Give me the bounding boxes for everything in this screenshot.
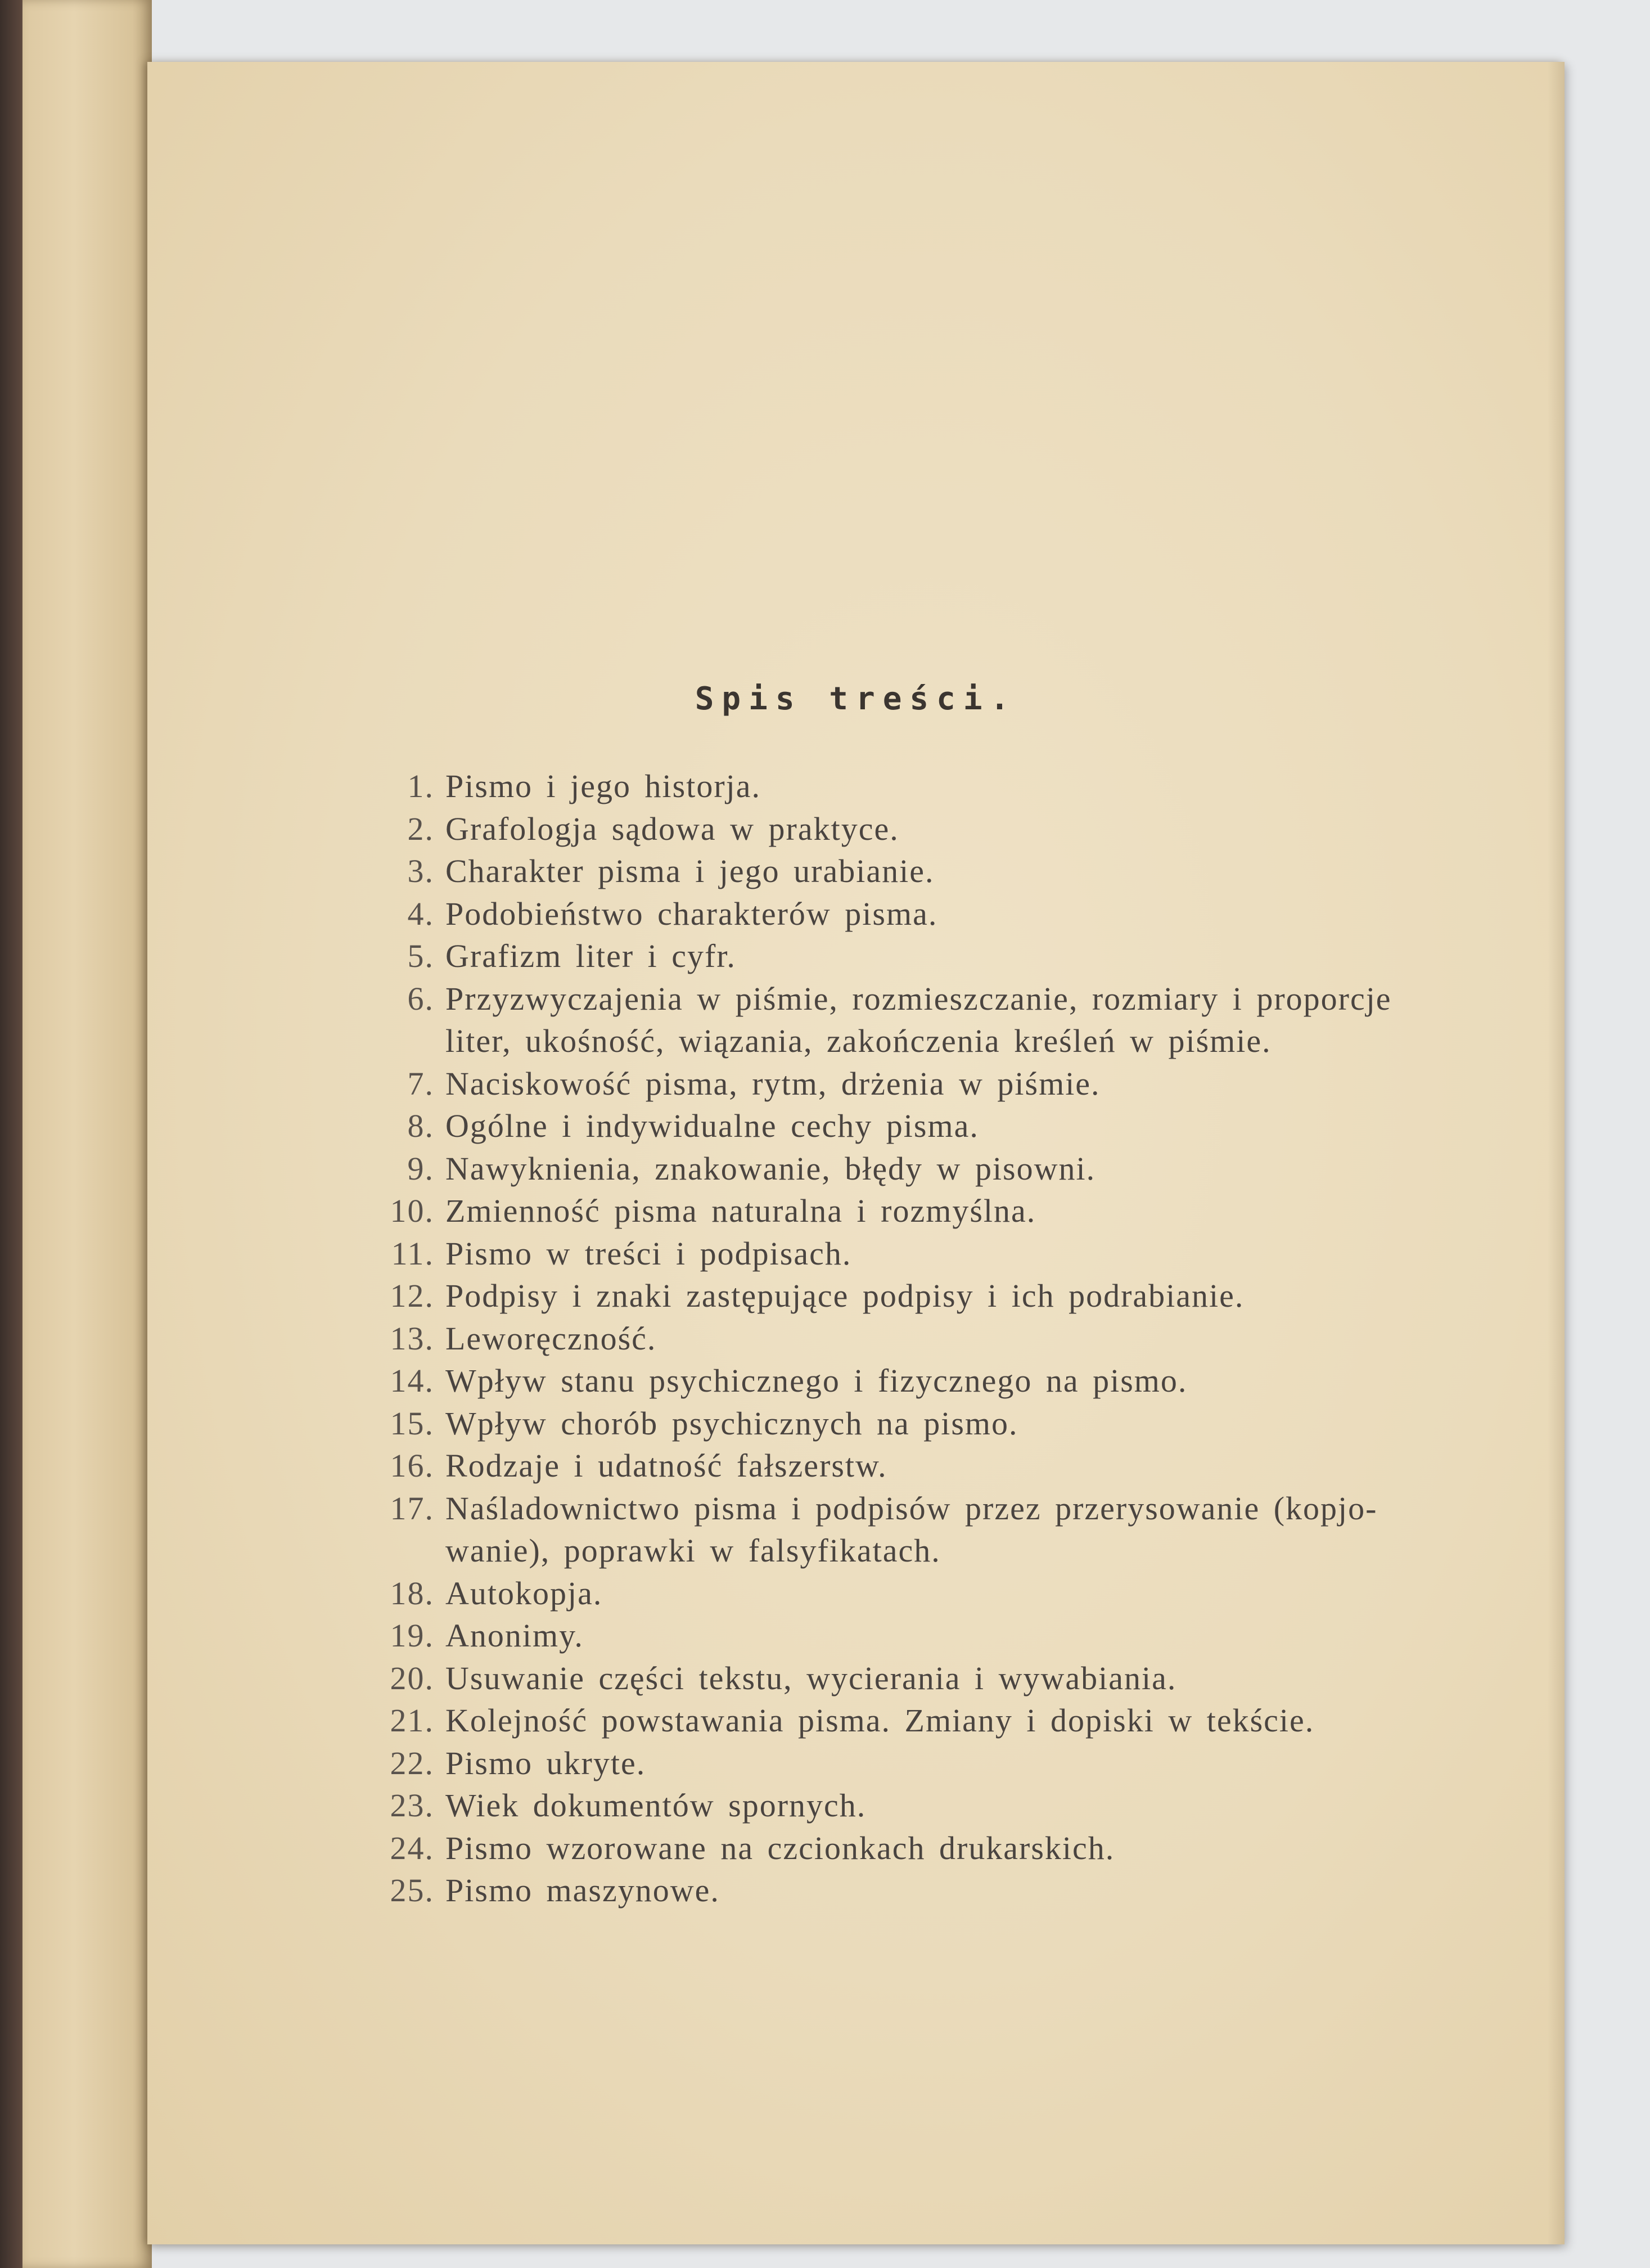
toc-entry-number: 9. bbox=[407, 1150, 434, 1187]
toc-entry bbox=[288, 1317, 1581, 1360]
toc-entry bbox=[288, 1360, 1581, 1402]
toc-entry bbox=[288, 1699, 1581, 1742]
toc-entry bbox=[288, 1232, 1581, 1275]
toc-entry-number: 13. bbox=[390, 1320, 434, 1357]
toc-entry-number: 11. bbox=[391, 1235, 434, 1272]
toc-entry bbox=[288, 1148, 1581, 1190]
toc-entry-title: Podobieństwo charakterów pisma. bbox=[445, 895, 938, 932]
toc-entry-number: 10. bbox=[390, 1192, 434, 1229]
toc-entry-number: 4. bbox=[407, 895, 434, 932]
toc-entry-number: 19. bbox=[390, 1617, 434, 1654]
toc-entry-title: Grafologja sądowa w praktyce. bbox=[445, 810, 899, 847]
toc-entry-title: Wpływ chorób psychicznych na pismo. bbox=[445, 1405, 1018, 1442]
page-title: Spis treści. bbox=[695, 681, 1017, 717]
toc-entry-number: 20. bbox=[390, 1659, 434, 1696]
toc-entry bbox=[288, 1784, 1581, 1827]
toc-entry bbox=[288, 765, 1581, 808]
toc-entry bbox=[288, 1572, 1581, 1615]
toc-entry-title: Pismo wzorowane na czcionkach drukarskich. bbox=[445, 1829, 1115, 1866]
toc-entry bbox=[288, 1827, 1581, 1870]
toc-entry-number: 21. bbox=[390, 1702, 434, 1739]
toc-entry-title: Grafizm liter i cyfr. bbox=[445, 938, 736, 974]
toc-entry bbox=[288, 893, 1581, 935]
toc-entry bbox=[288, 808, 1581, 850]
toc-entry-number: 22. bbox=[390, 1744, 434, 1781]
toc-entry-title: Usuwanie części tekstu, wycierania i wywabiania. bbox=[445, 1659, 1177, 1696]
toc-entry-title: Autokopja. bbox=[445, 1574, 603, 1612]
toc-entry-title: Pismo w treści i podpisach. bbox=[445, 1235, 852, 1272]
toc-entry-number: 18. bbox=[390, 1574, 434, 1612]
toc-entry bbox=[288, 1402, 1581, 1445]
toc-entry-title: Anonimy. bbox=[445, 1617, 584, 1654]
toc-entry-title: Leworęczność. bbox=[445, 1320, 657, 1357]
toc-entry-number: 16. bbox=[390, 1447, 434, 1484]
toc-entry-title: Przyzwyczajenia w piśmie, rozmieszczanie, rozmiary i proporcje bbox=[445, 980, 1392, 1017]
left-page-edge bbox=[22, 0, 152, 2268]
toc-entry-number: 12. bbox=[390, 1277, 434, 1314]
toc-entry-number: 23. bbox=[390, 1787, 434, 1824]
toc-entry bbox=[288, 1614, 1581, 1657]
toc-entry bbox=[288, 1869, 1581, 1912]
toc-entry-number: 7. bbox=[407, 1065, 434, 1102]
toc-entry-title: Wiek dokumentów spornych. bbox=[445, 1787, 867, 1824]
table-of-contents bbox=[288, 765, 1581, 1912]
toc-entry-title: Pismo ukryte. bbox=[445, 1744, 646, 1781]
toc-entry-title: Rodzaje i udatność fałszerstw. bbox=[445, 1447, 887, 1484]
toc-entry-title: Pismo maszynowe. bbox=[445, 1872, 720, 1909]
toc-entry-number: 2. bbox=[407, 810, 434, 847]
toc-entry-title: Wpływ stanu psychicznego i fizycznego na pismo. bbox=[445, 1362, 1188, 1399]
toc-entry-title: Pismo i jego historja. bbox=[445, 768, 761, 804]
toc-entry-number: 8. bbox=[407, 1108, 434, 1144]
toc-entry-title: Charakter pisma i jego urabianie. bbox=[445, 853, 935, 889]
toc-entry-title: Zmienność pisma naturalna i rozmyślna. bbox=[445, 1192, 1036, 1229]
toc-entry-title: Kolejność powstawania pisma. Zmiany i dopiski w tekście. bbox=[445, 1702, 1315, 1739]
toc-entry bbox=[288, 1190, 1581, 1232]
toc-entry-number: 14. bbox=[390, 1362, 434, 1399]
toc-entry-number: 24. bbox=[390, 1829, 434, 1866]
toc-entry-number: 6. bbox=[407, 980, 434, 1017]
toc-entry bbox=[288, 935, 1581, 978]
toc-entry-continuation: liter, ukośność, wiązania, zakończenia kreśleń w piśmie. bbox=[445, 1023, 1272, 1059]
toc-entry-number: 5. bbox=[407, 938, 434, 974]
toc-entry-title: Naciskowość pisma, rytm, drżenia w piśmie. bbox=[445, 1065, 1101, 1102]
toc-entry-number: 15. bbox=[390, 1405, 434, 1442]
toc-entry bbox=[288, 1063, 1581, 1105]
toc-entry bbox=[288, 1275, 1581, 1317]
toc-entry bbox=[288, 978, 1581, 1063]
toc-entry-title: Naśladownictwo pisma i podpisów przez przerysowanie (kopjo- bbox=[445, 1490, 1378, 1527]
toc-entry-title: Podpisy i znaki zastępujące podpisy i ich podrabianie. bbox=[445, 1277, 1245, 1314]
toc-entry bbox=[288, 1657, 1581, 1700]
toc-entry bbox=[288, 1742, 1581, 1785]
toc-entry-title: Nawyknienia, znakowanie, błędy w pisowni. bbox=[445, 1150, 1096, 1187]
toc-entry-continuation: wanie), poprawki w falsyfikatach. bbox=[445, 1532, 941, 1569]
toc-entry-number: 3. bbox=[407, 853, 434, 889]
toc-entry-number: 1. bbox=[407, 768, 434, 804]
toc-entry-number: 25. bbox=[390, 1872, 434, 1909]
toc-entry bbox=[288, 850, 1581, 893]
toc-entry bbox=[288, 1444, 1581, 1487]
toc-entry-title: Ogólne i indywidualne cechy pisma. bbox=[445, 1108, 979, 1144]
toc-entry bbox=[288, 1105, 1581, 1148]
toc-entry bbox=[288, 1487, 1581, 1572]
toc-entry-number: 17. bbox=[390, 1490, 434, 1527]
book-page bbox=[147, 62, 1565, 2244]
